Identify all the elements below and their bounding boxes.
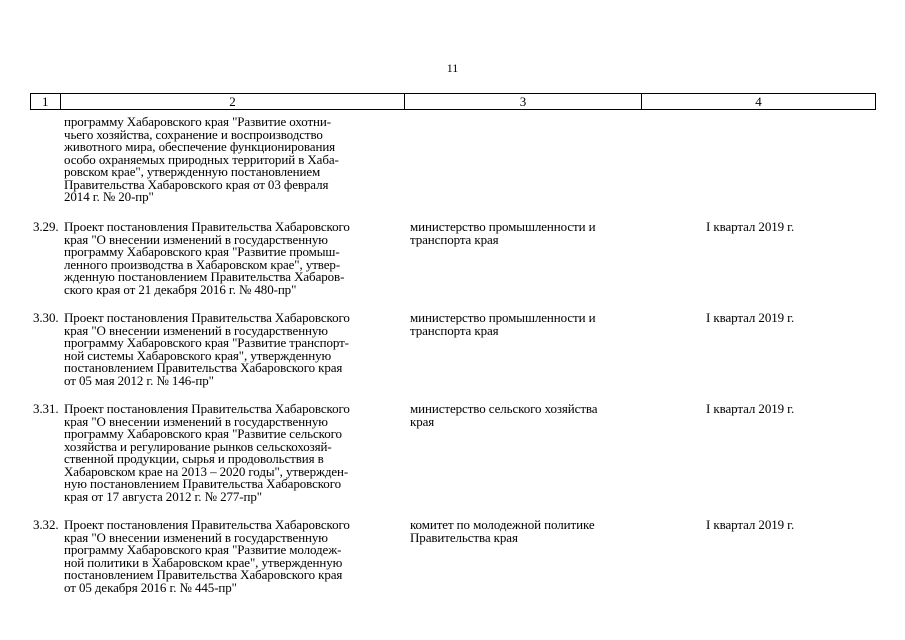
continuation-text: животного мира, обеспечение функционирования — [64, 139, 336, 154]
row-number: 3.32. — [33, 517, 59, 532]
row-description-line: от 05 декабря 2016 г. № 445-пр" — [64, 580, 237, 595]
row-term: I квартал 2019 г. — [706, 219, 795, 234]
row-description-line: края "О внесении изменений в государственную — [64, 414, 328, 429]
row-term: I квартал 2019 г. — [706, 310, 795, 325]
row-description-line: края "О внесении изменений в государственную — [64, 530, 328, 545]
row-description-line: края от 17 августа 2012 г. № 277-пр" — [64, 489, 262, 504]
row-description-line: жденную постановлением Правительства Хабаров- — [64, 269, 345, 284]
row-executor-line: комитет по молодежной политике — [410, 517, 595, 532]
row-description-line: ского края от 21 декабря 2016 г. № 480-пр" — [64, 282, 297, 297]
row-number: 3.31. — [33, 401, 59, 416]
page-number: 11 — [446, 61, 459, 75]
row-description-line: Проект постановления Правительства Хабаровского — [64, 219, 350, 234]
row-description-line: постановлением Правительства Хабаровского края — [64, 360, 343, 375]
continuation-text: особо охраняемых природных территорий в Хаба- — [64, 152, 339, 167]
row-description-line: постановлением Правительства Хабаровского края — [64, 567, 343, 582]
column-header-4: 4 — [755, 94, 762, 109]
row-description-line: программу Хабаровского края "Развитие промыш- — [64, 244, 340, 259]
row-description-line: ной политики в Хабаровском крае", утвержденную — [64, 555, 343, 570]
row-description-line: края "О внесении изменений в государственную — [64, 323, 328, 338]
row-description-line: ленного производства в Хабаровском крае", утвер- — [64, 257, 341, 272]
row-description-line: хозяйства и регулирование рынков сельскохозяй- — [64, 439, 332, 454]
row-executor-line: транспорта края — [410, 232, 499, 247]
row-executor-line: Правительства края — [410, 530, 518, 545]
row-executor-line: края — [410, 414, 435, 429]
row-description-line: ную постановлением Правительства Хабаровского — [64, 476, 342, 491]
row-executor-line: транспорта края — [410, 323, 499, 338]
row-description-line: Проект постановления Правительства Хабаровского — [64, 310, 350, 325]
row-description-line: программу Хабаровского края "Развитие транспорт- — [64, 335, 349, 350]
row-description-line: края "О внесении изменений в государственную — [64, 232, 328, 247]
row-description-line: Хабаровском крае на 2013 – 2020 годы", утвержден- — [64, 464, 349, 479]
row-number: 3.29. — [33, 219, 59, 234]
continuation-text: ровском крае", утвержденную постановлением — [64, 164, 321, 179]
continuation-text: чьего хозяйства, сохранение и воспроизводство — [64, 127, 323, 142]
continuation-text: 2014 г. № 20-пр" — [64, 189, 154, 204]
row-description-line: Проект постановления Правительства Хабаровского — [64, 401, 350, 416]
row-description-line: ной системы Хабаровского края", утвержденную — [64, 348, 332, 363]
row-term: I квартал 2019 г. — [706, 517, 795, 532]
row-number: 3.30. — [33, 310, 59, 325]
row-description-line: ственной продукции, сырья и продовольствия в — [64, 451, 324, 466]
column-header-2: 2 — [61, 94, 405, 109]
continuation-text: программу Хабаровского края "Развитие охотни- — [64, 114, 331, 129]
row-description-line: программу Хабаровского края "Развитие сельского — [64, 426, 342, 441]
continuation-text: Правительства Хабаровского края от 03 февраля — [64, 177, 329, 192]
row-executor-line: министерство сельского хозяйства — [410, 401, 598, 416]
column-header-1: 1 — [31, 94, 61, 109]
row-description-line: Проект постановления Правительства Хабаровского — [64, 517, 350, 532]
row-executor-line: министерство промышленности и — [410, 219, 596, 234]
row-description-line: программу Хабаровского края "Развитие молодеж- — [64, 542, 342, 557]
column-header-3: 3 — [405, 94, 642, 109]
row-executor-line: министерство промышленности и — [410, 310, 596, 325]
table-header-row — [30, 93, 876, 110]
row-term: I квартал 2019 г. — [706, 401, 795, 416]
row-description-line: от 05 мая 2012 г. № 146-пр" — [64, 373, 214, 388]
